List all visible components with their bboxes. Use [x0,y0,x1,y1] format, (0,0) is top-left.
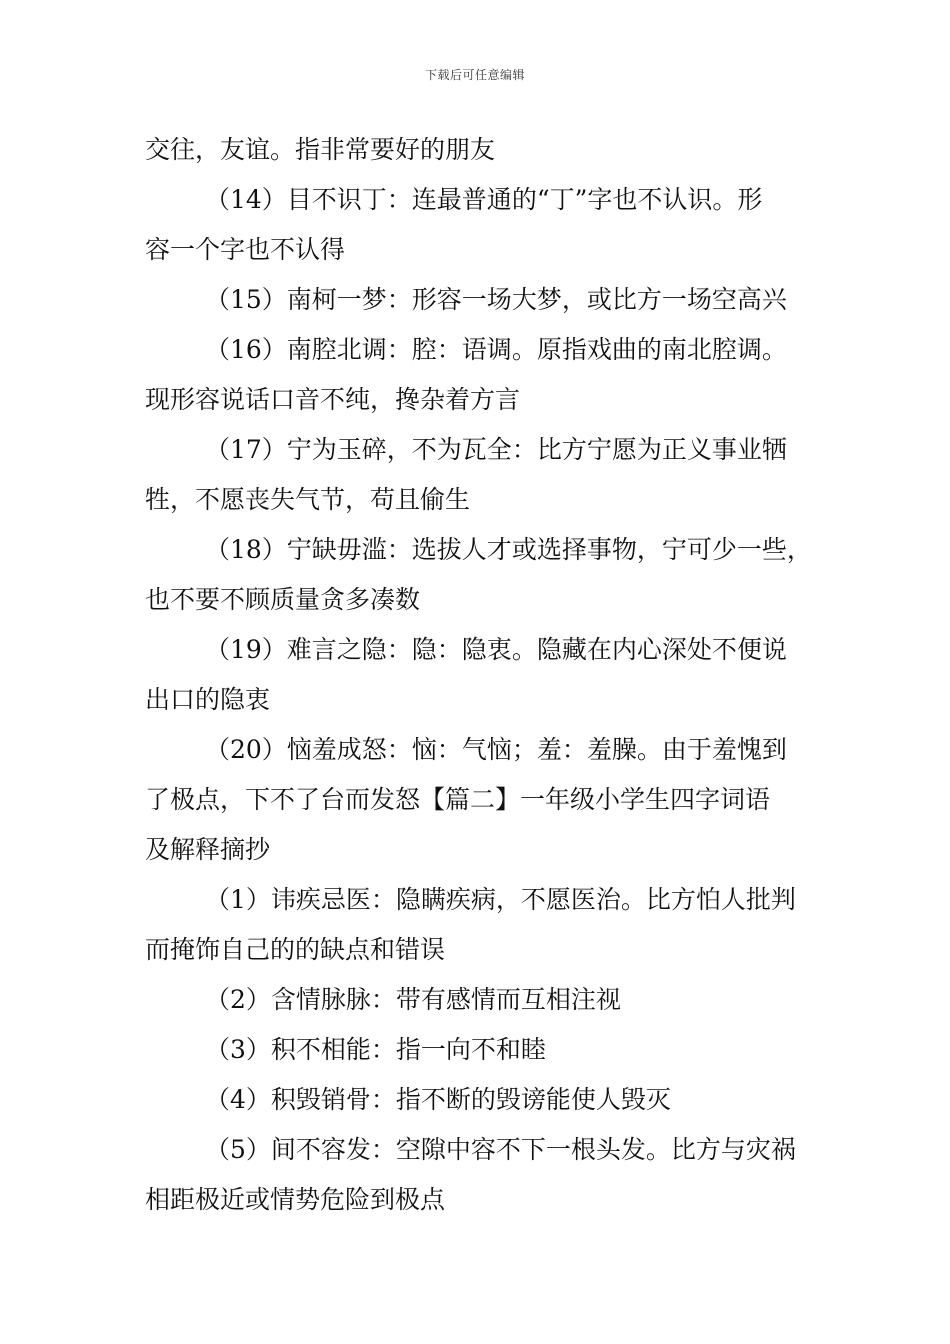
text-line: 及解释摘抄 [145,835,271,864]
text-line: （2）含情脉脉：带有感情而互相注视 [205,985,621,1014]
text-line: （5）间不容发：空隙中容不下一根头发。比方与灾祸 [205,1135,796,1164]
text-line: （18）宁缺毋滥：选拔人才或选择事物，宁可少一些， [205,535,812,564]
document-body [145,125,813,1225]
text-line: 出口的隐衷 [145,685,271,714]
text-line: （20）恼羞成怒：恼：气恼；羞：羞臊。由于羞愧到 [205,735,787,764]
text-line: （19）难言之隐：隐：隐衷。隐藏在内心深处不便说 [205,635,787,664]
text-line: 相距极近或情势危险到极点 [145,1185,446,1214]
text-line: 现形容说话口音不纯，搀杂着方言 [145,385,521,414]
text-line: （4）积毁销骨：指不断的毁谤能使人毁灭 [205,1085,671,1114]
text-line: 牲，不愿丧失气节，苟且偷生 [145,485,471,514]
text-line: （1）讳疾忌医：隐瞒疾病，不愿医治。比方怕人批判 [205,885,796,914]
text-line: （14）目不识丁：连最普通的“丁”字也不认识。形 [205,185,763,214]
text-line: 了极点，下不了台而发怒【篇二】一年级小学生四字词语 [145,785,771,814]
text-line: （17）宁为玉碎，不为瓦全：比方宁愿为正义事业牺 [205,435,787,464]
text-line: （15）南柯一梦：形容一场大梦，或比方一场空高兴 [205,285,787,314]
text-line: 交往，友谊。指非常要好的朋友 [145,135,496,164]
text-line: 容一个字也不认得 [145,235,346,264]
page-header: 下载后可任意编辑 [424,68,525,82]
text-line: （3）积不相能：指一向不和睦 [205,1035,546,1064]
text-line: 也不要不顾质量贪多凑数 [145,585,421,614]
text-line: 而掩饰自己的的缺点和错误 [145,935,446,964]
text-line: （16）南腔北调：腔：语调。原指戏曲的南北腔调。 [205,335,787,364]
